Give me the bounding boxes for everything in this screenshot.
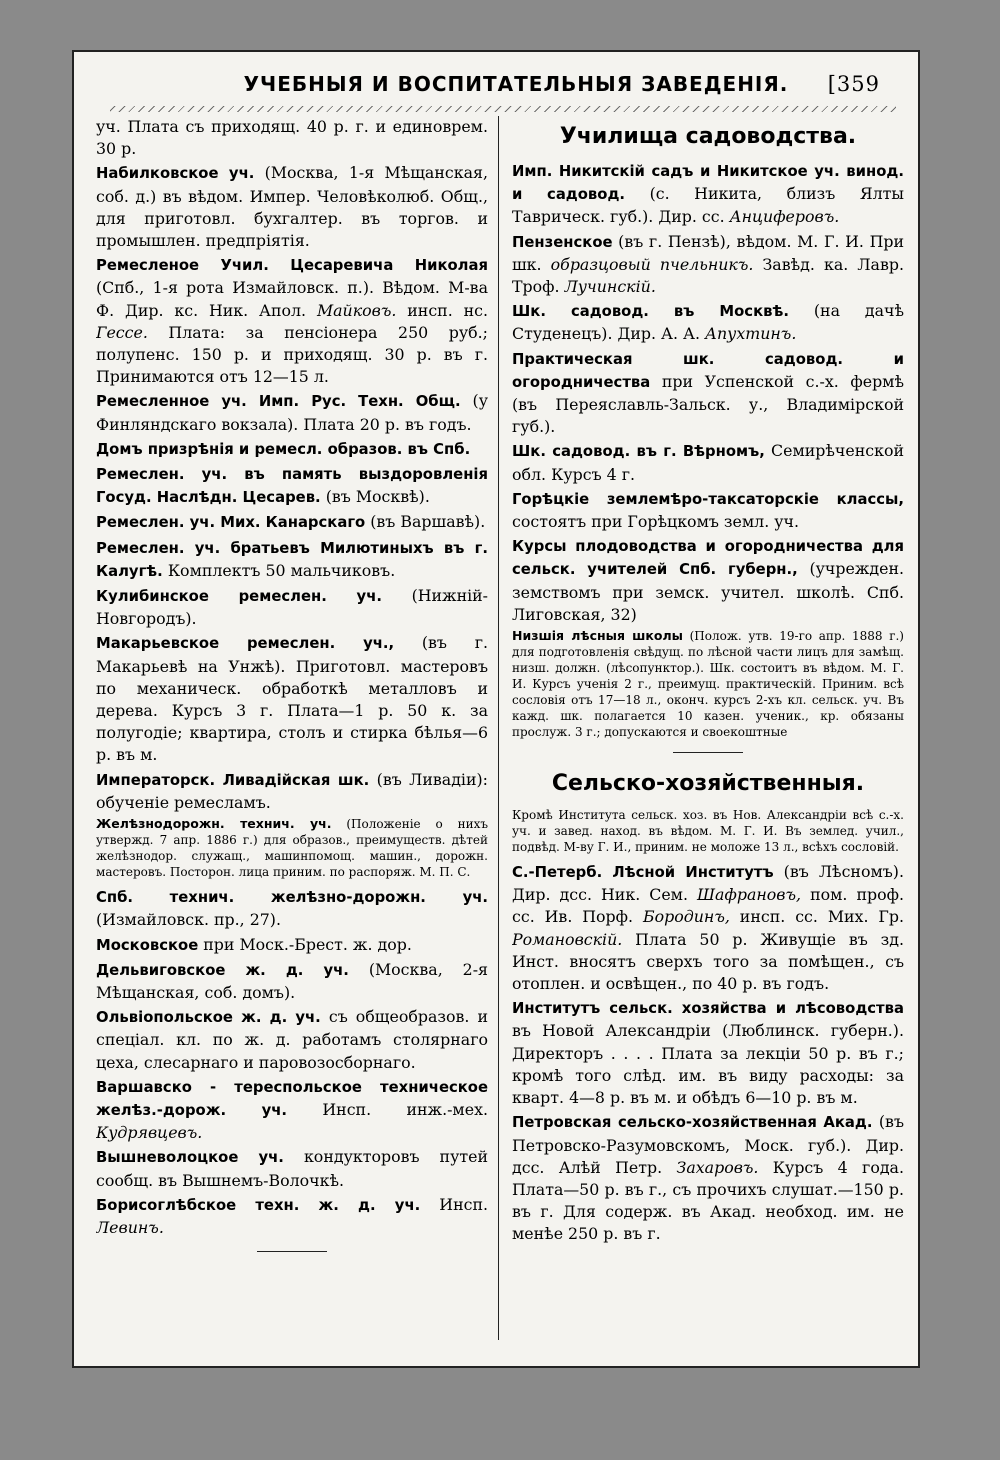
- entry-name: Левинъ.: [96, 1217, 164, 1237]
- right-column: [512, 116, 904, 1356]
- entry-text: Завѣд. ка. Лавр. Троф.: [512, 254, 904, 297]
- entry-heading: Институтъ сельск. хозяйства и лѣсоводства: [512, 1000, 904, 1018]
- page-number: [359: [827, 72, 880, 96]
- entry-text: (с. Никита, близъ Ялты Таврическ. губ.). Дир. сс.: [512, 184, 904, 227]
- entry-text: (учрежден. земствомъ при земск. учител. школѣ. Спб. Лиговская, 32): [512, 559, 904, 624]
- entry-heading: Курсы плодоводства и огородничества для сельск. учителей Спб. губерн.,: [512, 538, 904, 579]
- entry-heading: Ольвіопольское ж. д. уч.: [96, 1009, 321, 1027]
- entry: [96, 463, 488, 509]
- entry-text: съ общеобразов. и спеціал. кл. по ж. д. работамъ столярнаго цеха, слесарнаго и паровозосборнаго.: [96, 1007, 488, 1072]
- entry-heading: Ремеслен. уч. братьевъ Милютиныхъ въ г. Калугѣ.: [96, 539, 488, 580]
- entry: [512, 231, 904, 299]
- entry-heading: Петровская сельско-хозяйственная Акад.: [512, 1114, 873, 1132]
- entry-text: (въ г. Макарьевѣ на Унжѣ). Приготовл. мастеровъ по механическ. обработкѣ металловъ и дерева. Курсъ 3 г. Плата—1 р. 50 к. за полугодіе; квартира, столъ и стирка бѣлья—6 р. въ м.: [96, 633, 488, 765]
- entry-text: (въ Москвѣ).: [320, 487, 430, 507]
- note-heading: Желѣзнодорожн. технич. уч.: [96, 816, 332, 832]
- entry-text: Плата 50 р. Живущіе въ зд. Инст. вносятъ сверхъ того за помѣщен., съ отоплен. и освѣщен., по 40 р. въ годъ.: [512, 929, 904, 994]
- entry-heading: Макарьевское ремеслен. уч.,: [96, 635, 395, 653]
- entry-heading: Ремеслен. уч. въ память выздоровленія Госуд. Наслѣдн. Цесарев.: [96, 466, 488, 507]
- entry-text: при Успенской с.-х. фермѣ (въ Переяславль-Зальск. у., Владимірской губ.).: [512, 371, 904, 437]
- entry: [96, 390, 488, 435]
- entry-heading: Императорск. Ливадійская шк.: [96, 771, 370, 789]
- entry: [96, 116, 488, 160]
- entry-text: Комплектъ 50 мальчиковъ.: [162, 560, 396, 580]
- entry-text: (въ Лѣсномъ). Дир. дсс. Ник. Сем.: [512, 862, 904, 905]
- entry: [96, 1146, 488, 1191]
- entry-name: Апухтинъ.: [705, 324, 797, 344]
- entry-name: Романовскій.: [512, 929, 623, 949]
- entry-heading: Домъ призрѣнія и ремесл. образов. въ Спб.: [96, 440, 471, 458]
- note-text: Кромѣ Института сельск. хоз. въ Нов. Александріи всѣ с.-х. уч. и завед. наход. въ вѣдом. М. Г. И. Въ землед. учил., подвѣд. М-ву Г. И., приним. не моложе 13 л., всѣхъ сословій.: [512, 808, 904, 855]
- running-header: [74, 72, 918, 102]
- entry-text: (Спб., 1-я рота Измайловск. п.). Вѣдом. М-ва Ф. Дир. кс. Ник. Апол.: [96, 278, 488, 320]
- entry-name: Лучинскій.: [564, 277, 656, 297]
- entry-name: Анциферовъ.: [729, 207, 840, 227]
- entry-heading: Кулибинское ремеслен. уч.: [96, 588, 382, 606]
- entry-heading: Спб. технич. желѣзно-дорожн. уч.: [96, 889, 488, 907]
- entry-heading: С.-Петерб. Лѣсной Институтъ: [512, 864, 774, 882]
- entry-text: Курсъ 4 года. Плата—50 р. въ г., съ прочихъ слушат.—150 р. въ г. Для содерж. въ Акад. необход. им. не менѣе 250 р. въ г.: [512, 1157, 904, 1244]
- entry-heading: Шк. садовод. въ Москвѣ.: [512, 303, 789, 321]
- entry-heading: Ремеслен. уч. Мих. Канарскаго: [96, 514, 366, 532]
- entry-heading: Варшавско - тереспольское техническое желѣз.-дорож. уч.: [96, 1078, 488, 1119]
- entry-text: (Нижній-Новгородъ).: [96, 586, 488, 629]
- header-title: УЧЕБНЫЯ И ВОСПИТАТЕЛЬНЫЯ ЗАВЕДЕНІЯ.: [243, 72, 789, 96]
- entry: [512, 440, 904, 485]
- entry-text: инсп. нс.: [396, 300, 488, 320]
- entry: [96, 1006, 488, 1074]
- entry: [512, 535, 904, 626]
- left-column: [96, 116, 488, 1356]
- forestry-schools-note: [512, 628, 904, 740]
- document-page: [72, 50, 920, 1368]
- gardening-entries: [512, 160, 904, 626]
- entry-text: Инсп.: [420, 1194, 488, 1214]
- entry-text: (Москва, 2-я Мѣщанская, соб. домъ).: [96, 959, 488, 1002]
- entry: [96, 511, 488, 534]
- header-ornament-rule: [110, 106, 896, 112]
- entry-text: (въ Петровско-Разумовскомъ, Моск. губ.). Дир. дсс. Алѣй Петр.: [512, 1112, 904, 1177]
- section-rule: [673, 752, 743, 753]
- note-text: (Полож. утв. 19-го апр. 1888 г.) для подготовленія свѣдущ. по лѣсной части лицъ для замѣщ. низш. должн. (лѣсопунктор.). Шк. состоитъ въ вѣдом. М. Г. И. Курсъ ученія 2 г., преимущ. практическій. Приним. всѣ сословія отъ 17—18 л., оконч. курсъ 2-хъ кл. сельск. уч. Въ кажд. шк. полагается 10 казен. ученик., кр. обязаны прослуж. 3 г.; допускаются и своекоштные: [512, 629, 904, 740]
- section-end-rule: [257, 1251, 327, 1252]
- entry-name: Майковъ.: [316, 300, 397, 320]
- entry-name: Захаровъ.: [676, 1157, 759, 1177]
- entry-text: (въ г. Пензѣ), вѣдом. М. Г. И. При шк.: [512, 231, 904, 274]
- entry: [512, 997, 904, 1109]
- entry-text: (въ Варшавѣ).: [365, 512, 486, 532]
- left-entries: [96, 116, 488, 814]
- section-title-agricultural: Сельско-хозяйственныя.: [551, 771, 865, 797]
- entry-heading: Пензенское: [512, 233, 613, 251]
- entry-heading: Практическая шк. садовод. и огородничества: [512, 350, 904, 391]
- entry-text: при Моск.-Брест. ж. дор.: [198, 934, 412, 954]
- entry-text: (Москва, 1-я Мѣщанская, соб. д.) въ вѣдом. Импер. Человѣколюб. Общ., для приготовл. бухгалтер. въ торгов. и промышлен. предпріятія.: [96, 163, 488, 251]
- entry-text: (у Финляндскаго вокзала). Плата 20 р. въ годъ.: [96, 391, 488, 434]
- entry-heading: Дельвиговское ж. д. уч.: [96, 961, 349, 979]
- entry: [512, 488, 904, 533]
- entry: [96, 1194, 488, 1239]
- entry-name: образцовый пчельникъ.: [550, 254, 754, 274]
- entry-heading: Московское: [96, 936, 199, 954]
- entry: [512, 861, 904, 995]
- entry-text: инсп. сс. Мих. Гр.: [729, 907, 904, 927]
- entry-name: Кудрявцевъ.: [96, 1123, 203, 1143]
- agricultural-entries: [512, 861, 904, 1245]
- entry-text: (на дачѣ Студенецъ). Дир. А. А.: [512, 301, 904, 344]
- entry: [96, 438, 488, 461]
- entry: [96, 162, 488, 252]
- entry-text: уч. Плата съ приходящ. 40 р. г. и единоврем. 30 р.: [96, 117, 488, 159]
- entry: [512, 300, 904, 345]
- entry-name: Бородинъ,: [642, 907, 730, 927]
- entry-text: пом. проф. сс. Ив. Порф.: [512, 885, 904, 927]
- left-entries-2: [96, 886, 488, 1239]
- entry: [512, 160, 904, 229]
- entry-text: Инсп. инж.-мех.: [287, 1099, 488, 1119]
- section-title-gardening: Училища садоводства.: [559, 124, 857, 149]
- entry: [96, 254, 488, 388]
- column-divider: [498, 116, 499, 1340]
- entry: [96, 537, 488, 583]
- entry: [96, 769, 488, 814]
- entry-heading: Вышневолоцкое уч.: [96, 1149, 284, 1167]
- entry-heading: Горѣцкіе землемѣро-таксаторскіе классы,: [512, 490, 904, 508]
- agricultural-intro-note: [512, 807, 904, 855]
- entry-heading: Ремесленное уч. Имп. Рус. Техн. Общ.: [96, 393, 461, 411]
- entry-text: (въ Ливадіи): обученіе ремесламъ.: [96, 769, 488, 812]
- entry-heading: Имп. Никитскій садъ и Никитское уч. винод. и садовод.: [512, 163, 904, 204]
- entry: [512, 348, 904, 439]
- entry-heading: Шк. садовод. въ г. Вѣрномъ,: [512, 443, 765, 461]
- entry: [96, 632, 488, 766]
- note-heading: Низшія лѣсныя школы: [512, 628, 683, 644]
- entry-text: (Измайловск. пр., 27).: [96, 910, 281, 930]
- entry-heading: Ремесленое Учил. Цесаревича Николая: [96, 257, 488, 275]
- note-text: (Положеніе о нихъ утвержд. 7 апр. 1886 г.) для образов., преимуществ. дѣтей желѣзнодор. служащ., машинпомощ. машин., дорожн. мастеровъ. Посторон. лица приним. по распоряж. М. П. С.: [96, 817, 488, 880]
- entry: [96, 585, 488, 630]
- entry: [96, 886, 488, 931]
- entry-heading: Набилковское уч.: [96, 165, 255, 183]
- entry: [96, 1076, 488, 1145]
- entry-text: въ Новой Александріи (Люблинск. губерн.). Директоръ . . . . Плата за лекціи 50 р. въ г.; кромѣ того слѣд. им. въ виду расходы: за кварт. 4—8 р. въ м. и обѣдъ 6—10 р. въ м.: [512, 1021, 904, 1108]
- entry-text: Плата: за пенсіонера 250 руб.; полупенс. 150 р. и приходящ. 30 р. въ г. Принимаются отъ 12—15 л.: [96, 322, 488, 387]
- railway-schools-note: [96, 816, 488, 880]
- entry: [96, 934, 488, 957]
- entry-text: кондукторовъ путей сообщ. въ Вышнемъ-Волочкѣ.: [96, 1147, 488, 1190]
- entry-heading: Борисоглѣбское техн. ж. д. уч.: [96, 1196, 421, 1214]
- entry: [512, 1111, 904, 1245]
- entry-text: Семирѣченской обл. Курсъ 4 г.: [512, 441, 904, 484]
- entry-name: Шафрановъ,: [697, 885, 802, 905]
- entry-text: состоятъ при Горѣцкомъ земл. уч.: [512, 512, 800, 532]
- entry: [96, 959, 488, 1004]
- entry-name: Гессе.: [96, 322, 148, 342]
